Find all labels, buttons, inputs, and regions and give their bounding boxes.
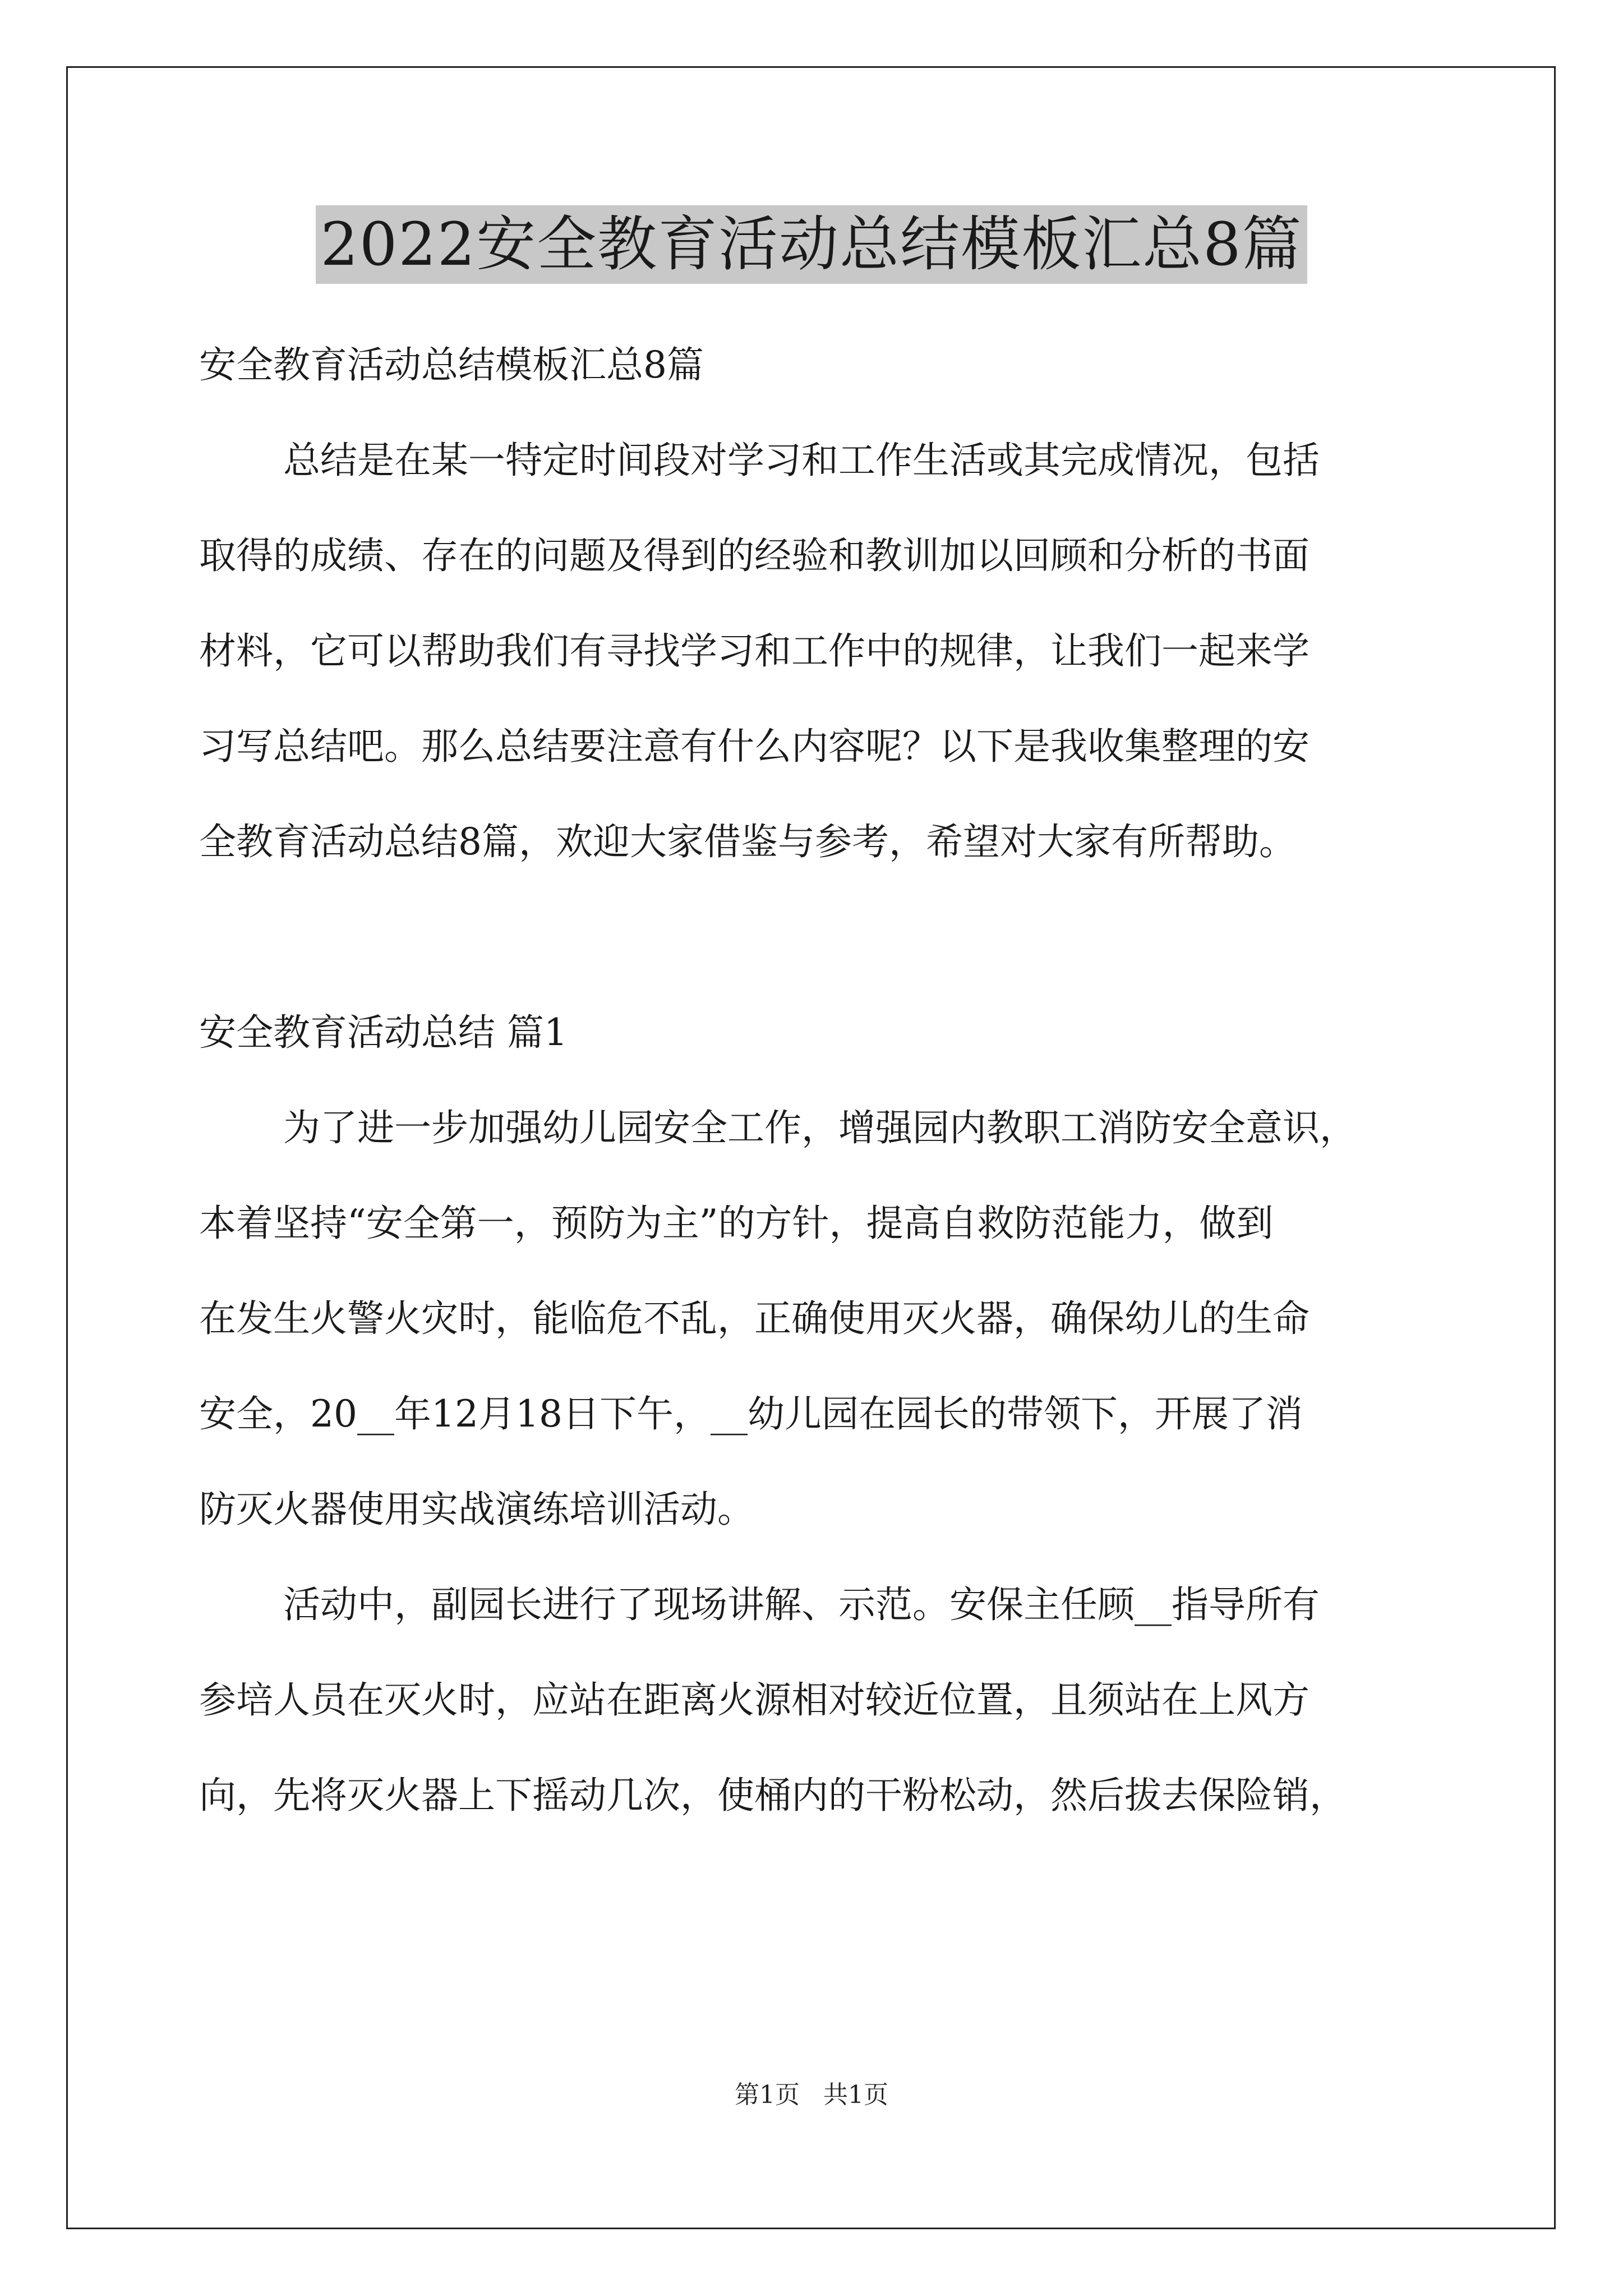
body-line: 向，先将灭火器上下摇动几次，使桶内的干粉松动，然后拔去保险销， <box>199 1774 1347 1817</box>
section-heading: 安全教育活动总结 篇1 <box>199 1011 568 1054</box>
body-line: 总结是在某一特定时间段对学习和工作生活或其完成情况，包括 <box>283 439 1320 482</box>
body-line: 为了进一步加强幼儿园安全工作，增强园内教职工消防安全意识， <box>283 1106 1357 1149</box>
document-body <box>199 318 1444 1843</box>
body-line: 材料，它可以帮助我们有寻找学习和工作中的规律，让我们一起来学 <box>199 629 1310 673</box>
body-line: 本着坚持“安全第一，预防为主”的方针，提高自救防范能力，做到 <box>199 1202 1274 1245</box>
body-line: 在发生火警火灾时，能临危不乱，正确使用灭火器，确保幼儿的生命 <box>199 1297 1310 1340</box>
body-line: 安全，20__年12月18日下午，__幼儿园在园长的带领下，开展了消 <box>199 1392 1303 1435</box>
title-container <box>0 205 1623 284</box>
document-title: 2022安全教育活动总结模板汇总8篇 <box>316 205 1307 284</box>
body-line: 参培人员在灭火时，应站在距离火源相对较近位置，且须站在上风方 <box>199 1678 1310 1722</box>
body-line: 全教育活动总结8篇，欢迎大家借鉴与参考，希望对大家有所帮助。 <box>199 820 1296 863</box>
body-line: 习写总结吧。那么总结要注意有什么内容呢？以下是我收集整理的安 <box>199 725 1310 768</box>
body-line: 活动中，副园长进行了现场讲解、示范。安保主任顾__指导所有 <box>283 1583 1320 1626</box>
page-footer: 第1页 共1页 <box>735 2081 888 2109</box>
body-line: 防灭火器使用实战演练培训活动。 <box>199 1488 754 1531</box>
body-line: 安全教育活动总结模板汇总8篇 <box>199 343 704 386</box>
body-line: 取得的成绩、存在的问题及得到的经验和教训加以回顾和分析的书面 <box>199 534 1310 577</box>
paragraph-gap <box>199 890 1444 985</box>
